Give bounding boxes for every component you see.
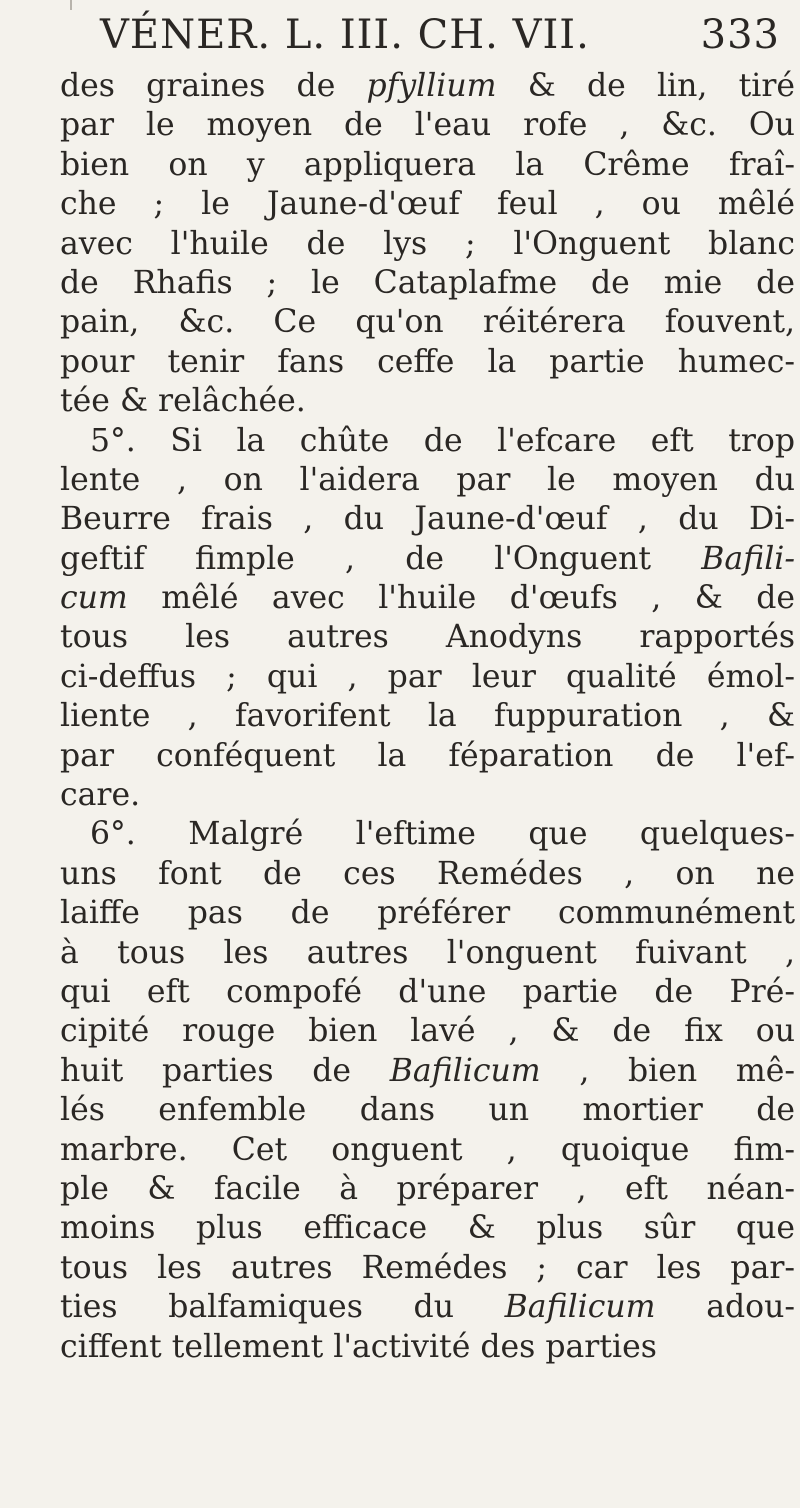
text-line: uns font de ces Remédes , on ne	[60, 855, 796, 892]
text-line: ci-deffus ; qui , par leur qualité émol-	[60, 658, 796, 695]
text-line: moins plus efficace & plus sûr que	[60, 1210, 795, 1247]
text-line: avec l'huile de lys ; l'Onguent blanc	[60, 225, 795, 262]
text-line: à tous les autres l'onguent fuivant ,	[60, 934, 795, 971]
text-line: laiffe pas de préférer communément	[60, 895, 796, 932]
text-line: Beurre frais , du Jaune-d'œuf , du Di-	[60, 501, 795, 538]
text-line: de Rhafis ; le Cataplafme de mie de	[60, 264, 795, 301]
text-line: pain, &c. Ce qu'on réitérera fouvent,	[60, 304, 796, 341]
text-line: che ; le Jaune-d'œuf feul , ou mêlé	[60, 186, 796, 223]
text-line: tée & relâchée.	[60, 383, 306, 420]
text-line: cum mêlé avec l'huile d'œufs , & de	[60, 580, 796, 617]
text-line: par le moyen de l'eau rofe , &c. Ou	[60, 107, 795, 144]
text-line: lés enfemble dans un mortier de	[60, 1092, 796, 1129]
text-line: ple & facile à préparer , eft néan-	[60, 1170, 796, 1207]
text-line: care.	[60, 777, 141, 814]
text-line: ties balfamiques du Bafilicum adou-	[60, 1289, 796, 1326]
page-number: 333	[700, 12, 780, 58]
text-line: lente , on l'aidera par le moyen du	[60, 461, 796, 498]
text-line: 6°. Malgré l'eftime que quelques-	[90, 816, 795, 853]
text-line: bien on y appliquera la Crême fraî-	[60, 146, 796, 183]
text-line: tous les autres Remédes ; car les par-	[60, 1249, 796, 1286]
text-line: huit parties de Bafilicum , bien mê-	[60, 1052, 796, 1089]
text-line: pour tenir fans ceffe la partie humec-	[60, 343, 796, 380]
text-line: marbre. Cet onguent , quoique fim-	[60, 1131, 796, 1168]
page-edge-mark	[70, 0, 72, 10]
body-text	[60, 67, 795, 1367]
text-line: liente , favorifent la fuppuration , &	[60, 698, 795, 735]
text-line: qui eft compofé d'une partie de Pré-	[60, 973, 795, 1010]
running-head: VÉNER. L. III. CH. VII.	[100, 12, 590, 58]
text-line: geftif fimple , de l'Onguent Bafili-	[60, 540, 796, 577]
text-line: tous les autres Anodyns rapportés	[60, 619, 796, 656]
text-line: 5°. Si la chûte de l'efcare eft trop	[90, 422, 796, 459]
text-line: cipité rouge bien lavé , & de fix ou	[60, 1013, 796, 1050]
text-line: par conféquent la féparation de l'ef-	[60, 737, 796, 774]
page-header	[100, 12, 780, 72]
text-line: des graines de pfyllium & de lin, tiré	[60, 68, 796, 104]
text-line: ciffent tellement l'activité des parties	[60, 1328, 657, 1365]
